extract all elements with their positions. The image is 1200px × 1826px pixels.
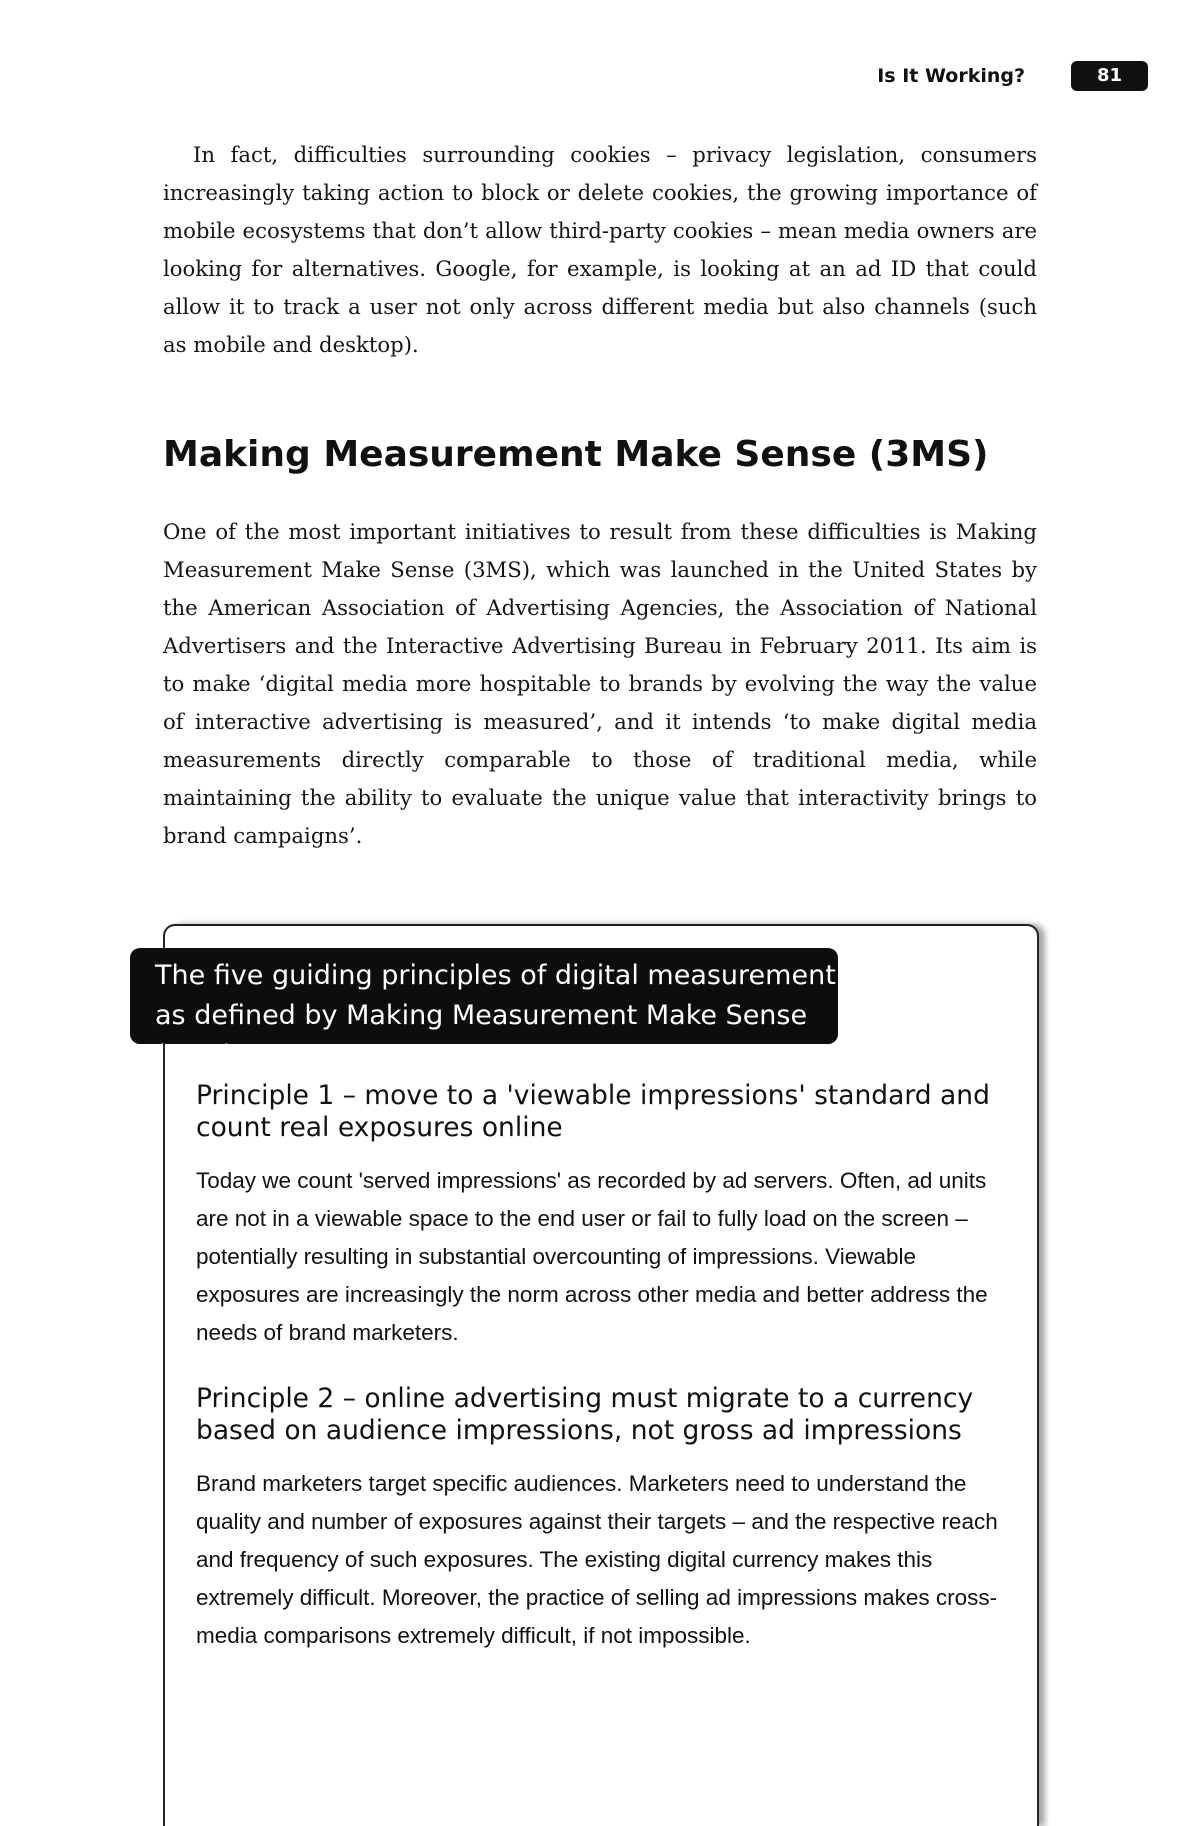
principle-2: [196, 1383, 1006, 1655]
principle-1-body: Today we count 'served impressions' as recorded by ad servers. Often, ad units are not in a viewable space to the end user or fail to fully load on the screen – potentially resulting in substantial overcounting of impressions. Viewable exposures are increasingly the norm across other media and better address the needs of brand marketers.: [196, 1168, 988, 1345]
box-title: The five guiding principles of digital measurement as defined by Making Measurement Make Sense (3MS): [130, 948, 838, 1044]
principles-box: [163, 924, 1039, 1826]
principle-1-heading: Principle 1 – move to a 'viewable impressions' standard and count real exposures online: [196, 1080, 990, 1143]
principle-2-heading: Principle 2 – online advertising must migrate to a currency based on audience impressions, not gross ad impressions: [196, 1383, 974, 1446]
page-number: 81: [1071, 61, 1148, 91]
running-head: Is It Working?: [877, 65, 1025, 87]
section-paragraph: One of the most important initiatives to result from these difficulties is Making Measurement Make Sense (3MS), which was launched in the United States by the American Association of Advertising Agencies, the Association of National Advertisers and the Interactive Advertising Bureau in February 2011. Its aim is to make ‘digital media more hospitable to brands by evolving the way the value of interactive advertising is measured’, and it intends ‘to make digital media measurements directly comparable to those of traditional media, while maintaining the ability to evaluate the unique value that interactivity brings to brand campaigns’.: [163, 519, 1037, 848]
principle-1: [196, 1080, 1006, 1352]
section-heading: Making Measurement Make Sense (3MS): [163, 434, 989, 475]
principle-2-body: Brand marketers target specific audiences. Marketers need to understand the quality and number of exposures against their targets – and the respective reach and frequency of such exposures. The existing digital currency makes this extremely difficult. Moreover, the practice of selling ad impressions makes cross-media comparisons extremely difficult, if not impossible.: [196, 1471, 998, 1648]
intro-paragraph: In fact, difficulties surrounding cookies – privacy legislation, consumers increasingly taking action to block or delete cookies, the growing importance of mobile ecosystems that don’t allow third-party cookies – mean media owners are looking for alternatives. Google, for example, is looking at an ad ID that could allow it to track a user not only across different media but also channels (such as mobile and desktop).: [163, 142, 1037, 357]
